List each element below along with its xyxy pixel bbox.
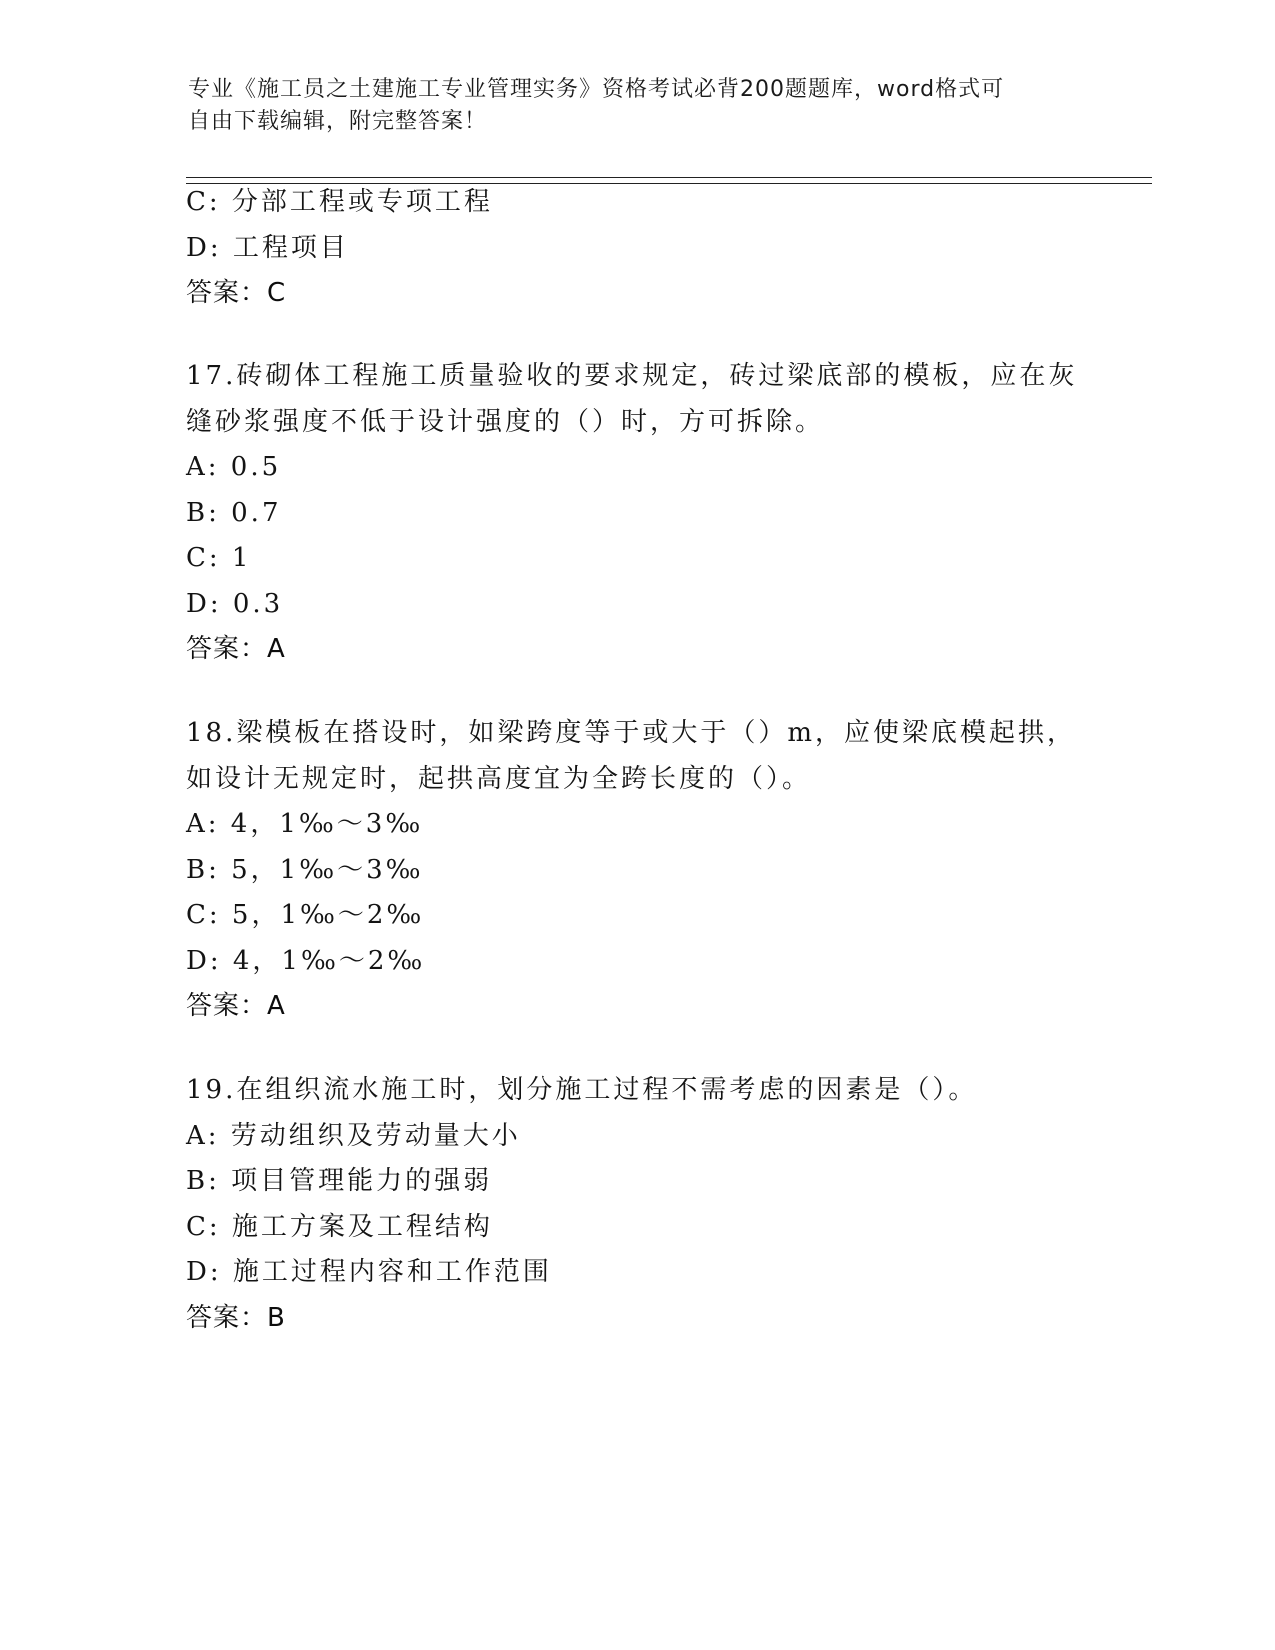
- question-18: [186, 711, 1086, 1030]
- header-divider-top: [186, 177, 1152, 178]
- option-d: D: 0.3: [186, 588, 284, 619]
- question-16-continued: [186, 180, 1086, 317]
- question-text-line-2: 缝砂浆强度不低于设计强度的（）时，方可拆除。: [186, 406, 825, 437]
- option-c: C: 5，1‰～2‰: [186, 900, 425, 930]
- option-c: C: 施工方案及工程结构: [186, 1211, 493, 1242]
- page-header: [188, 74, 1068, 138]
- answer-line: 答案：A: [186, 991, 286, 1021]
- option-a: A: 劳动组织及劳动量大小: [186, 1120, 521, 1151]
- answer-line: 答案：A: [186, 634, 286, 664]
- question-text-line-1: 17.砖砌体工程施工质量验收的要求规定，砖过梁底部的模板，应在灰: [186, 361, 1078, 391]
- option-b: B: 0.7: [186, 497, 282, 528]
- question-17: [186, 354, 1086, 673]
- option-c: C: 1: [186, 543, 252, 573]
- option-d: D: 施工过程内容和工作范围: [186, 1257, 552, 1287]
- question-text-line-1: 19.在组织流水施工时，划分施工过程不需考虑的因素是（）。: [186, 1075, 978, 1105]
- question-19: [186, 1068, 1086, 1341]
- option-d: D: 工程项目: [186, 232, 349, 263]
- answer-line: 答案：B: [186, 1302, 286, 1333]
- header-title-line-2: 自由下载编辑，附完整答案！: [188, 109, 488, 134]
- option-a: A: 0.5: [186, 452, 282, 482]
- option-b: B: 5，1‰～3‰: [186, 854, 424, 885]
- header-title-line-1: 专业《施工员之土建施工专业管理实务》资格考试必背200题题库，word格式可: [188, 77, 1005, 102]
- option-b: B: 项目管理能力的强弱: [186, 1166, 493, 1196]
- option-a: A: 4，1‰～3‰: [186, 809, 424, 839]
- answer-line: 答案：C: [186, 278, 287, 308]
- question-text-line-1: 18.梁模板在搭设时，如梁跨度等于或大于（）m，应使梁底模起拱，: [186, 718, 1077, 748]
- option-d: D: 4，1‰～2‰: [186, 945, 426, 976]
- option-c: C: 分部工程或专项工程: [186, 187, 493, 217]
- question-text-line-2: 如设计无规定时，起拱高度宜为全跨长度的（）。: [186, 763, 812, 794]
